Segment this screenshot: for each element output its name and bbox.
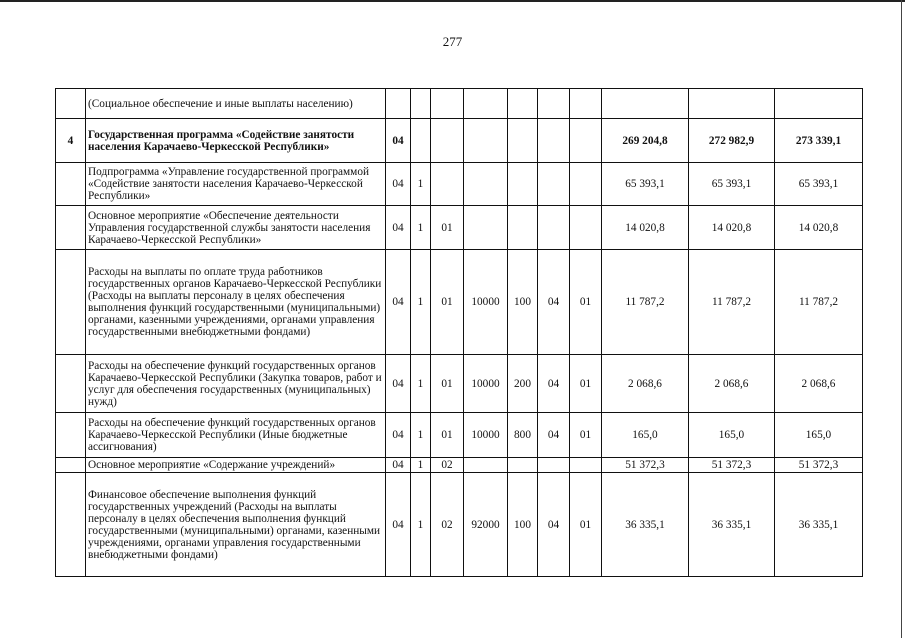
code-6: 04 [538,473,570,577]
code-5 [508,163,538,206]
item-name: Государственная программа «Содействие занятости населения Карачаево-Черкесской Республики» [86,119,386,163]
code-3 [431,89,464,119]
code-1: 04 [386,163,411,206]
code-5: 100 [508,473,538,577]
code-6 [538,89,570,119]
code-3: 01 [431,355,464,413]
code-2: 1 [411,413,431,458]
code-2: 1 [411,355,431,413]
code-2: 1 [411,206,431,250]
code-5: 200 [508,355,538,413]
item-name: Подпрограмма «Управление государственной программой «Содействие занятости населения Карачаево-Черкесской Республики» [86,163,386,206]
table-row [56,355,863,413]
item-name: Финансовое обеспечение выполнения функций государственных учреждений (Расходы на выплаты персоналу в целях обеспечения выполнения функций государственными (муниципальными) органами, казенными учреждениями, органами управления государственными внебюджетными фондами) [86,473,386,577]
code-2 [411,119,431,163]
sum-year-2: 51 372,3 [689,458,775,473]
code-4: 10000 [464,413,508,458]
sum-year-1 [602,89,689,119]
sum-year-3 [775,89,863,119]
sum-year-2: 14 020,8 [689,206,775,250]
code-6 [538,119,570,163]
code-3: 02 [431,473,464,577]
code-2: 1 [411,250,431,355]
sum-year-2: 272 982,9 [689,119,775,163]
code-7 [570,458,602,473]
code-6: 04 [538,413,570,458]
code-4: 10000 [464,355,508,413]
code-3: 01 [431,250,464,355]
code-6 [538,458,570,473]
code-2: 1 [411,163,431,206]
table-body [56,89,863,577]
sum-year-2: 11 787,2 [689,250,775,355]
code-7: 01 [570,250,602,355]
row-number [56,355,86,413]
code-4 [464,163,508,206]
code-4 [464,119,508,163]
budget-table [55,88,863,577]
row-number [56,163,86,206]
row-number [56,473,86,577]
row-number [56,250,86,355]
item-name: Основное мероприятие «Обеспечение деятельности Управления государственной службы занятости населения Карачаево-Черкесской Республики» [86,206,386,250]
code-7 [570,119,602,163]
table-row [56,119,863,163]
table-row [56,413,863,458]
code-7 [570,206,602,250]
code-3: 01 [431,413,464,458]
sum-year-1: 11 787,2 [602,250,689,355]
code-6: 04 [538,355,570,413]
code-1: 04 [386,250,411,355]
sum-year-3: 2 068,6 [775,355,863,413]
sum-year-1: 14 020,8 [602,206,689,250]
code-4 [464,89,508,119]
row-number: 4 [56,119,86,163]
sum-year-3: 51 372,3 [775,458,863,473]
code-4 [464,206,508,250]
table-row [56,163,863,206]
table-row [56,458,863,473]
code-5: 100 [508,250,538,355]
sum-year-2 [689,89,775,119]
item-name: Расходы на обеспечение функций государственных органов Карачаево-Черкесской Республики (Закупка товаров, работ и услуг для обеспечения государственных (муниципальных) нужд) [86,355,386,413]
row-number [56,89,86,119]
sum-year-2: 65 393,1 [689,163,775,206]
sum-year-1: 51 372,3 [602,458,689,473]
code-1: 04 [386,473,411,577]
code-6 [538,163,570,206]
item-name: Расходы на обеспечение функций государственных органов Карачаево-Черкесской Республики (Иные бюджетные ассигнования) [86,413,386,458]
code-2: 1 [411,458,431,473]
code-2: 1 [411,473,431,577]
code-3 [431,163,464,206]
sum-year-3: 36 335,1 [775,473,863,577]
code-5 [508,119,538,163]
item-name: Расходы на выплаты по оплате труда работников государственных органов Карачаево-Черкесской Республики (Расходы на выплаты персоналу в целях обеспечения выполнения функций государственными (муниципальными) органами, казенными учреждениями, органами управления государственными внебюджетными фондами) [86,250,386,355]
code-5 [508,206,538,250]
item-name: (Социальное обеспечение и иные выплаты населению) [86,89,386,119]
code-5 [508,458,538,473]
code-7 [570,163,602,206]
code-1: 04 [386,119,411,163]
code-3: 01 [431,206,464,250]
code-1: 04 [386,458,411,473]
sum-year-3: 14 020,8 [775,206,863,250]
sum-year-1: 269 204,8 [602,119,689,163]
row-number [56,413,86,458]
row-number [56,206,86,250]
table-row [56,473,863,577]
code-1: 04 [386,206,411,250]
page-number: 277 [442,34,463,49]
code-7 [570,89,602,119]
code-6 [538,206,570,250]
table-row [56,89,863,119]
code-4: 92000 [464,473,508,577]
table-row [56,250,863,355]
code-1 [386,89,411,119]
sum-year-1: 165,0 [602,413,689,458]
code-3 [431,119,464,163]
code-4: 10000 [464,250,508,355]
sum-year-3: 165,0 [775,413,863,458]
code-1: 04 [386,355,411,413]
sum-year-2: 36 335,1 [689,473,775,577]
sum-year-3: 65 393,1 [775,163,863,206]
code-5: 800 [508,413,538,458]
code-1: 04 [386,413,411,458]
code-3: 02 [431,458,464,473]
sum-year-3: 273 339,1 [775,119,863,163]
code-7: 01 [570,355,602,413]
table-row [56,206,863,250]
code-2 [411,89,431,119]
item-name: Основное мероприятие «Содержание учреждений» [86,458,386,473]
code-5 [508,89,538,119]
code-7: 01 [570,473,602,577]
sum-year-2: 2 068,6 [689,355,775,413]
sum-year-1: 65 393,1 [602,163,689,206]
code-6: 04 [538,250,570,355]
code-7: 01 [570,413,602,458]
sum-year-1: 2 068,6 [602,355,689,413]
sum-year-1: 36 335,1 [602,473,689,577]
sum-year-2: 165,0 [689,413,775,458]
right-border-line [901,0,902,638]
row-number [56,458,86,473]
code-4 [464,458,508,473]
sum-year-3: 11 787,2 [775,250,863,355]
top-border-line [0,0,905,2]
